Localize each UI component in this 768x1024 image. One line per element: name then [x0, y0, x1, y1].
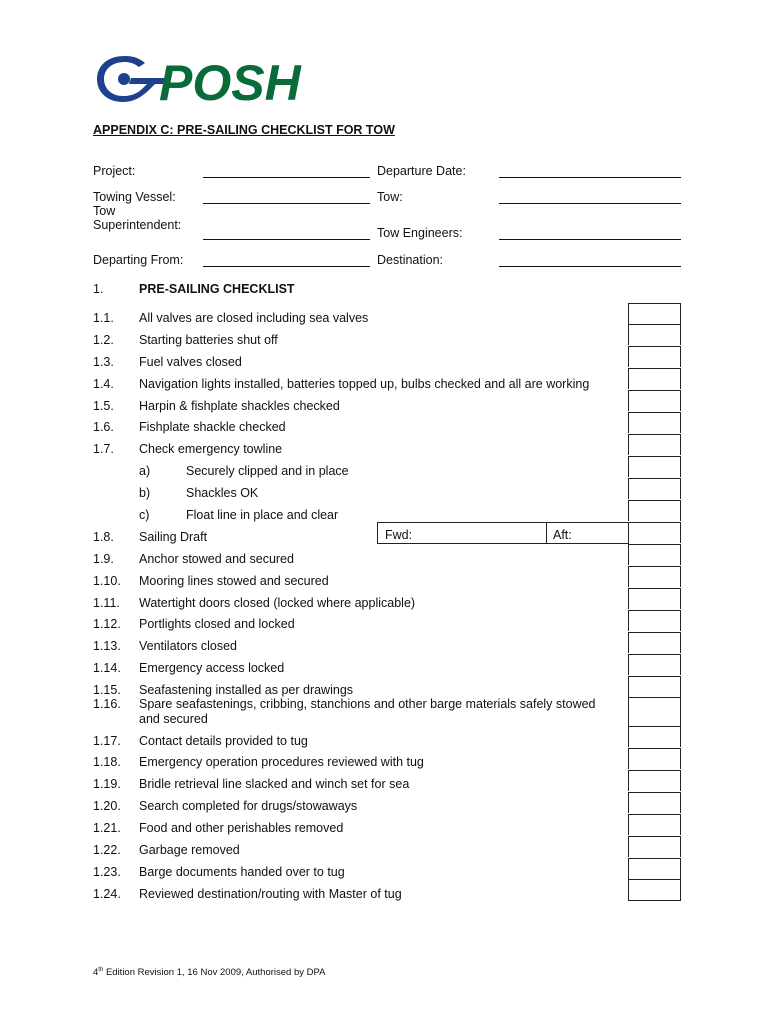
- item-text: Contact details provided to tug: [139, 734, 308, 748]
- checkbox-1-7-c[interactable]: [628, 500, 681, 521]
- item-text: All valves are closed including sea valves: [139, 311, 369, 325]
- item-text: Search completed for drugs/stowaways: [139, 799, 358, 813]
- fwd-label: Fwd:: [385, 528, 413, 542]
- tow-superintendent-label-1: Tow: [93, 204, 116, 218]
- departure-date-label: Departure Date:: [377, 164, 466, 178]
- checkbox-1-5[interactable]: [628, 390, 681, 411]
- edition-suffix: th: [98, 967, 104, 973]
- sailing-draft-table: [377, 522, 629, 544]
- tow-field[interactable]: [499, 203, 681, 204]
- edition-text: Edition Revision 1, 16 Nov 2009, Authorised by DPA: [103, 967, 326, 979]
- towing-vessel-field[interactable]: [203, 203, 370, 204]
- checkbox-1-12[interactable]: [628, 610, 681, 631]
- checkbox-1-16[interactable]: [628, 697, 681, 726]
- checkbox-1-10[interactable]: [628, 566, 681, 587]
- item-number: 1.2.: [93, 333, 114, 347]
- logo-text: POSH: [159, 55, 301, 106]
- checkbox-1-15[interactable]: [628, 676, 681, 697]
- item-text: Sailing Draft: [139, 530, 208, 544]
- checkbox-1-18[interactable]: [628, 748, 681, 769]
- item-text: Emergency operation procedures reviewed with tug: [139, 755, 424, 769]
- item-text: Watertight doors closed (locked where applicable): [139, 596, 416, 610]
- departing-from-label: Departing From:: [93, 253, 184, 267]
- aft-label: Aft:: [553, 528, 572, 542]
- checkbox-1-20[interactable]: [628, 792, 681, 813]
- item-number: 1.3.: [93, 355, 114, 369]
- checkbox-1-13[interactable]: [628, 632, 681, 653]
- item-text: Ventilators closed: [139, 639, 237, 653]
- item-number: 1.12.: [93, 617, 121, 631]
- item-text: Barge documents handed over to tug: [139, 865, 345, 879]
- item-text: Fuel valves closed: [139, 355, 242, 369]
- checkbox-1-24[interactable]: [628, 879, 681, 901]
- item-number: 1.7.: [93, 442, 114, 456]
- departure-date-field[interactable]: [499, 177, 681, 178]
- footer-edition: [93, 967, 325, 978]
- checkbox-1-17[interactable]: [628, 726, 681, 747]
- project-label: Project:: [93, 164, 136, 178]
- item-number: 1.14.: [93, 661, 121, 675]
- item-text: Seafastening installed as per drawings: [139, 683, 354, 697]
- checkbox-1-23[interactable]: [628, 858, 681, 879]
- item-text: Reviewed destination/routing with Master of tug: [139, 887, 402, 901]
- item-text-continued: and secured: [139, 712, 208, 726]
- page-title: APPENDIX C: PRE-SAILING CHECKLIST FOR TOW: [93, 123, 395, 137]
- subitem-text: Shackles OK: [186, 486, 259, 500]
- item-number: 1.20.: [93, 799, 121, 813]
- checkbox-1-21[interactable]: [628, 814, 681, 835]
- item-number: 1.8.: [93, 530, 114, 544]
- item-number: 1.18.: [93, 755, 121, 769]
- checkbox-1-1[interactable]: [628, 303, 681, 324]
- item-number: 1.21.: [93, 821, 121, 835]
- item-number: 1.6.: [93, 420, 114, 434]
- item-number: 1.1.: [93, 311, 114, 325]
- item-number: 1.9.: [93, 552, 114, 566]
- item-text: Navigation lights installed, batteries topped up, bulbs checked and all are working: [139, 377, 590, 391]
- checkbox-1-7-b[interactable]: [628, 478, 681, 499]
- draft-divider: [546, 523, 547, 543]
- tow-label: Tow:: [377, 190, 403, 204]
- section-number: 1.: [93, 282, 104, 296]
- checkbox-1-9[interactable]: [628, 544, 681, 565]
- tow-superintendent-field[interactable]: [203, 239, 370, 240]
- subitem-text: Securely clipped and in place: [186, 464, 349, 478]
- checkbox-1-22[interactable]: [628, 836, 681, 857]
- item-text: Food and other perishables removed: [139, 821, 344, 835]
- item-number: 1.15.: [93, 683, 121, 697]
- posh-logo-graphic: [95, 52, 335, 106]
- item-number: 1.13.: [93, 639, 121, 653]
- item-text: Bridle retrieval line slacked and winch set for sea: [139, 777, 410, 791]
- item-number: 1.17.: [93, 734, 121, 748]
- destination-field[interactable]: [499, 266, 681, 267]
- item-text: Spare seafastenings, cribbing, stanchions and other barge materials safely stowed: [139, 697, 596, 711]
- checkbox-1-11[interactable]: [628, 588, 681, 609]
- item-text: Portlights closed and locked: [139, 617, 295, 631]
- towing-vessel-label: Towing Vessel:: [93, 190, 176, 204]
- edition-number: 4: [93, 967, 99, 979]
- item-number: 1.19.: [93, 777, 121, 791]
- item-number: 1.11.: [93, 596, 120, 610]
- departing-from-field[interactable]: [203, 266, 370, 267]
- subitem-label: a): [139, 464, 151, 478]
- checkbox-1-3[interactable]: [628, 346, 681, 367]
- item-number: 1.22.: [93, 843, 121, 857]
- item-text: Mooring lines stowed and secured: [139, 574, 329, 588]
- checkbox-1-2[interactable]: [628, 324, 681, 345]
- checkbox-1-7-a[interactable]: [628, 456, 681, 477]
- destination-label: Destination:: [377, 253, 444, 267]
- item-text: Fishplate shackle checked: [139, 420, 286, 434]
- item-text: Anchor stowed and secured: [139, 552, 294, 566]
- checkbox-1-7[interactable]: [628, 434, 681, 455]
- item-number: 1.4.: [93, 377, 114, 391]
- item-text: Starting batteries shut off: [139, 333, 278, 347]
- item-text: Emergency access locked: [139, 661, 285, 675]
- tow-engineers-label: Tow Engineers:: [377, 226, 463, 240]
- checkbox-1-4[interactable]: [628, 368, 681, 389]
- tow-engineers-field[interactable]: [499, 239, 681, 240]
- item-text: Harpin & fishplate shackles checked: [139, 399, 340, 413]
- checkbox-1-6[interactable]: [628, 412, 681, 433]
- project-field[interactable]: [203, 177, 370, 178]
- checkbox-1-14[interactable]: [628, 654, 681, 675]
- posh-logo: [95, 52, 335, 106]
- subitem-label: c): [139, 508, 150, 522]
- tow-superintendent-label-2: Superintendent:: [93, 218, 182, 232]
- checkbox-1-19[interactable]: [628, 770, 681, 791]
- item-number: 1.24.: [93, 887, 121, 901]
- item-number: 1.5.: [93, 399, 114, 413]
- section-title: PRE-SAILING CHECKLIST: [139, 282, 295, 296]
- item-text: Garbage removed: [139, 843, 240, 857]
- item-text: Check emergency towline: [139, 442, 283, 456]
- item-number: 1.10.: [93, 574, 121, 588]
- item-number: 1.16.: [93, 697, 121, 711]
- item-number: 1.23.: [93, 865, 121, 879]
- subitem-label: b): [139, 486, 151, 500]
- subitem-text: Float line in place and clear: [186, 508, 339, 522]
- checkbox-1-8[interactable]: [628, 522, 681, 543]
